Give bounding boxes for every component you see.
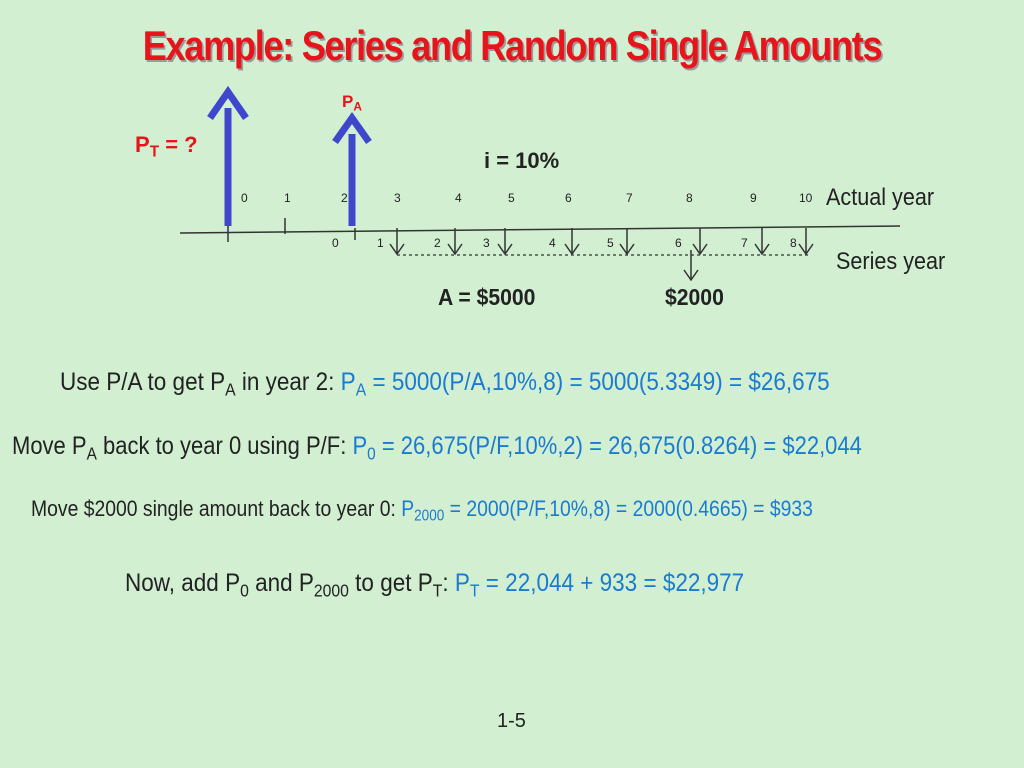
series-year-tick: 2 bbox=[434, 236, 441, 250]
series-year-tick: 7 bbox=[741, 236, 748, 250]
step-4-line: Now, add $P_0$ and $P_{2000}$ to get $P_T$: $P_T = 22,044 + 933$ = $22,977 bbox=[125, 569, 745, 601]
pa-upward-arrow bbox=[335, 118, 369, 226]
annuity-payment-arrow bbox=[390, 228, 404, 254]
pt-upward-arrow bbox=[210, 92, 246, 226]
page-number: 1-5 bbox=[497, 710, 526, 732]
time-line bbox=[180, 226, 900, 233]
interest-rate-label: i = 10% bbox=[484, 148, 560, 173]
actual-year-tick: 6 bbox=[565, 191, 572, 205]
annuity-amount-label: A = $5000 bbox=[438, 284, 536, 310]
actual-year-tick: 10 bbox=[799, 191, 813, 205]
step-2-line: Move $P_A$ back to year 0 using P/F: $P_0 = 26,675(P/F,10\%,2) = 26,675(0.8264)$ = $22,044 bbox=[12, 432, 862, 464]
slide-title: Example: Series and Random Single Amounts bbox=[142, 22, 882, 69]
actual-year-label: Actual year bbox=[826, 184, 935, 211]
annuity-arrows bbox=[390, 228, 813, 254]
series-year-tick: 6 bbox=[675, 236, 682, 250]
actual-year-tick: 1 bbox=[284, 191, 291, 205]
pa-label: $P_A$ bbox=[342, 92, 362, 114]
annuity-payment-arrow bbox=[620, 228, 634, 254]
annuity-payment-arrow bbox=[799, 228, 813, 254]
actual-year-tick: 0 bbox=[241, 191, 248, 205]
actual-year-tick: 4 bbox=[455, 191, 462, 205]
actual-year-tick: 5 bbox=[508, 191, 515, 205]
annuity-payment-arrow bbox=[693, 228, 707, 254]
pt-label: $P_T$ = ? bbox=[135, 132, 198, 161]
annuity-payment-arrow bbox=[755, 228, 769, 254]
actual-year-tick: 9 bbox=[750, 191, 757, 205]
series-year-tick: 4 bbox=[549, 236, 556, 250]
actual-year-tick: 2 bbox=[341, 191, 348, 205]
actual-year-tick: 8 bbox=[686, 191, 693, 205]
annuity-payment-arrow bbox=[565, 228, 579, 254]
annuity-payment-arrow bbox=[448, 228, 462, 254]
series-year-tick: 5 bbox=[607, 236, 614, 250]
single-amount-label: $2000 bbox=[665, 284, 724, 310]
series-year-tick: 0 bbox=[332, 236, 339, 250]
step-1-line: Use P/A to get $P_A$ in year 2: $P_A = 5000(P/A,10\%,8) = 5000(5.3349)$ = $26,675 bbox=[60, 368, 830, 400]
series-year-tick: 1 bbox=[377, 236, 384, 250]
annuity-payment-arrow bbox=[498, 228, 512, 254]
actual-year-tick: 7 bbox=[626, 191, 633, 205]
series-year-tick: 3 bbox=[483, 236, 490, 250]
series-year-tick: 8 bbox=[790, 236, 797, 250]
series-year-label: Series year bbox=[836, 248, 946, 275]
step-3-line: Move $2000 single amount back to year 0: $P_{2000} = 2000(P/F,10\%,8) = 2000(0.4665)$ = $933 bbox=[31, 496, 813, 525]
actual-year-tick: 3 bbox=[394, 191, 401, 205]
